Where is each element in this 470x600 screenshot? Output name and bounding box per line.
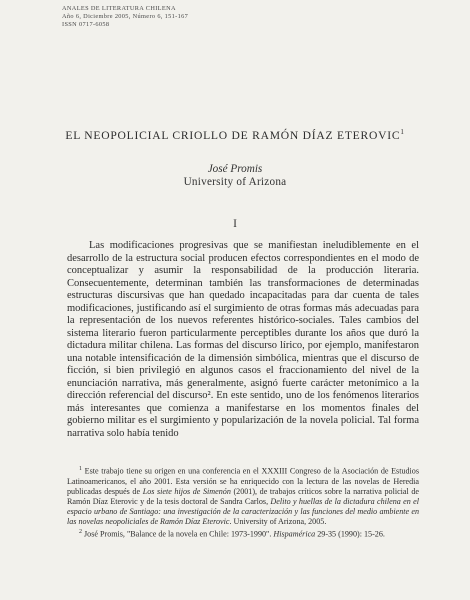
journal-header [62,5,362,29]
footnote-1-italic-a: Los siete hijos de Simenón [142,486,231,496]
author-affiliation: University of Arizona [183,176,287,188]
footnote-2-text-b: 29-35 (1990): 15-26. [315,529,385,539]
footnote-2-text-a: José Promis, "Balance de la novela en Chile: 1973-1990". [84,529,274,539]
footnote-2 [67,527,419,540]
footnote-2-italic: Hispamérica [273,529,316,539]
footnote-1-italic-b: Delito y huellas de la dictadura chilena en el espacio urbano de Santiago: una investigación de la caracterización y las funciones del medio ambiente en las novelas neopoliciales de Ramón Díaz Eterovic [67,496,419,527]
footnote-1-text-b: (2001), de trabajos críticos sobre la narrativa policial de Ramón Díaz Eterovic y de la tesis doctoral de Sandra Carlos, [67,486,419,506]
journal-issn: ISSN 0717-6058 [62,21,110,28]
body-paragraph: Las modificaciones progresivas que se manifiestan ineludiblemente en el desarrollo de la estructura social producen efectos correspondientes en el modo de conceptualizar y asumir la responsabilidad de la producción literaria. Consecuentemente, determinan también las transformaciones de determinadas estructuras discursivas que han quedado incapacitadas para dar cuenta de tales modificaciones, justificando así el surgimiento de otras formas más adecuadas para la representación de los nuevos referentes histórico-sociales. Tales cambios del sistema literario fueron particularmente perceptibles durante los años que duró la dictadura militar chilena. Las formas del discurso lírico, por ejemplo, manifestaron una notable intensificación de la dimensión simbólica, mientras que el discurso de ficción, si bien privilegió en algunos casos el fraccionamiento del nivel de la enunciación narrativa, más generalmente, asignó fuerte carácter metonímico a la dirección referencial del discurso². En este sentido, uno de los fenómenos literarios más interesantes que comienza a manifestarse en los momentos finales del gobierno militar es el surgimiento y popularización de la novela policial. Tal forma narrativa solo había tenido [67,240,419,439]
footnote-1-text-c: . University of Arizona, 2005. [229,517,327,527]
article-title-text: EL NEOPOLICIAL CRIOLLO DE RAMÓN DÍAZ ETEROVIC [65,128,401,142]
body-text [67,240,419,440]
section-number: I [233,218,237,230]
title-footnote-mark: 1 [400,128,405,136]
journal-name: ANALES DE LITERATURA CHILENA [62,5,176,12]
author-name: José Promis [207,163,263,175]
article-title [0,128,470,142]
footnote-2-mark: 2 [79,529,82,536]
footnote-1-text-a: Este trabajo tiene su origen en una conferencia en el XXXIII Congreso de la Asociación de Estudios Latinoamericanos, el año 2001. Esta versión se ha enriquecido con la lectura de las novelas de Heredia publicadas después de [67,466,419,496]
footnote-1-mark: 1 [79,466,82,472]
journal-issue: Año 6, Diciembre 2005, Número 6, 151-167 [62,13,189,20]
footnote-1 [67,464,419,527]
footnotes [67,464,419,540]
